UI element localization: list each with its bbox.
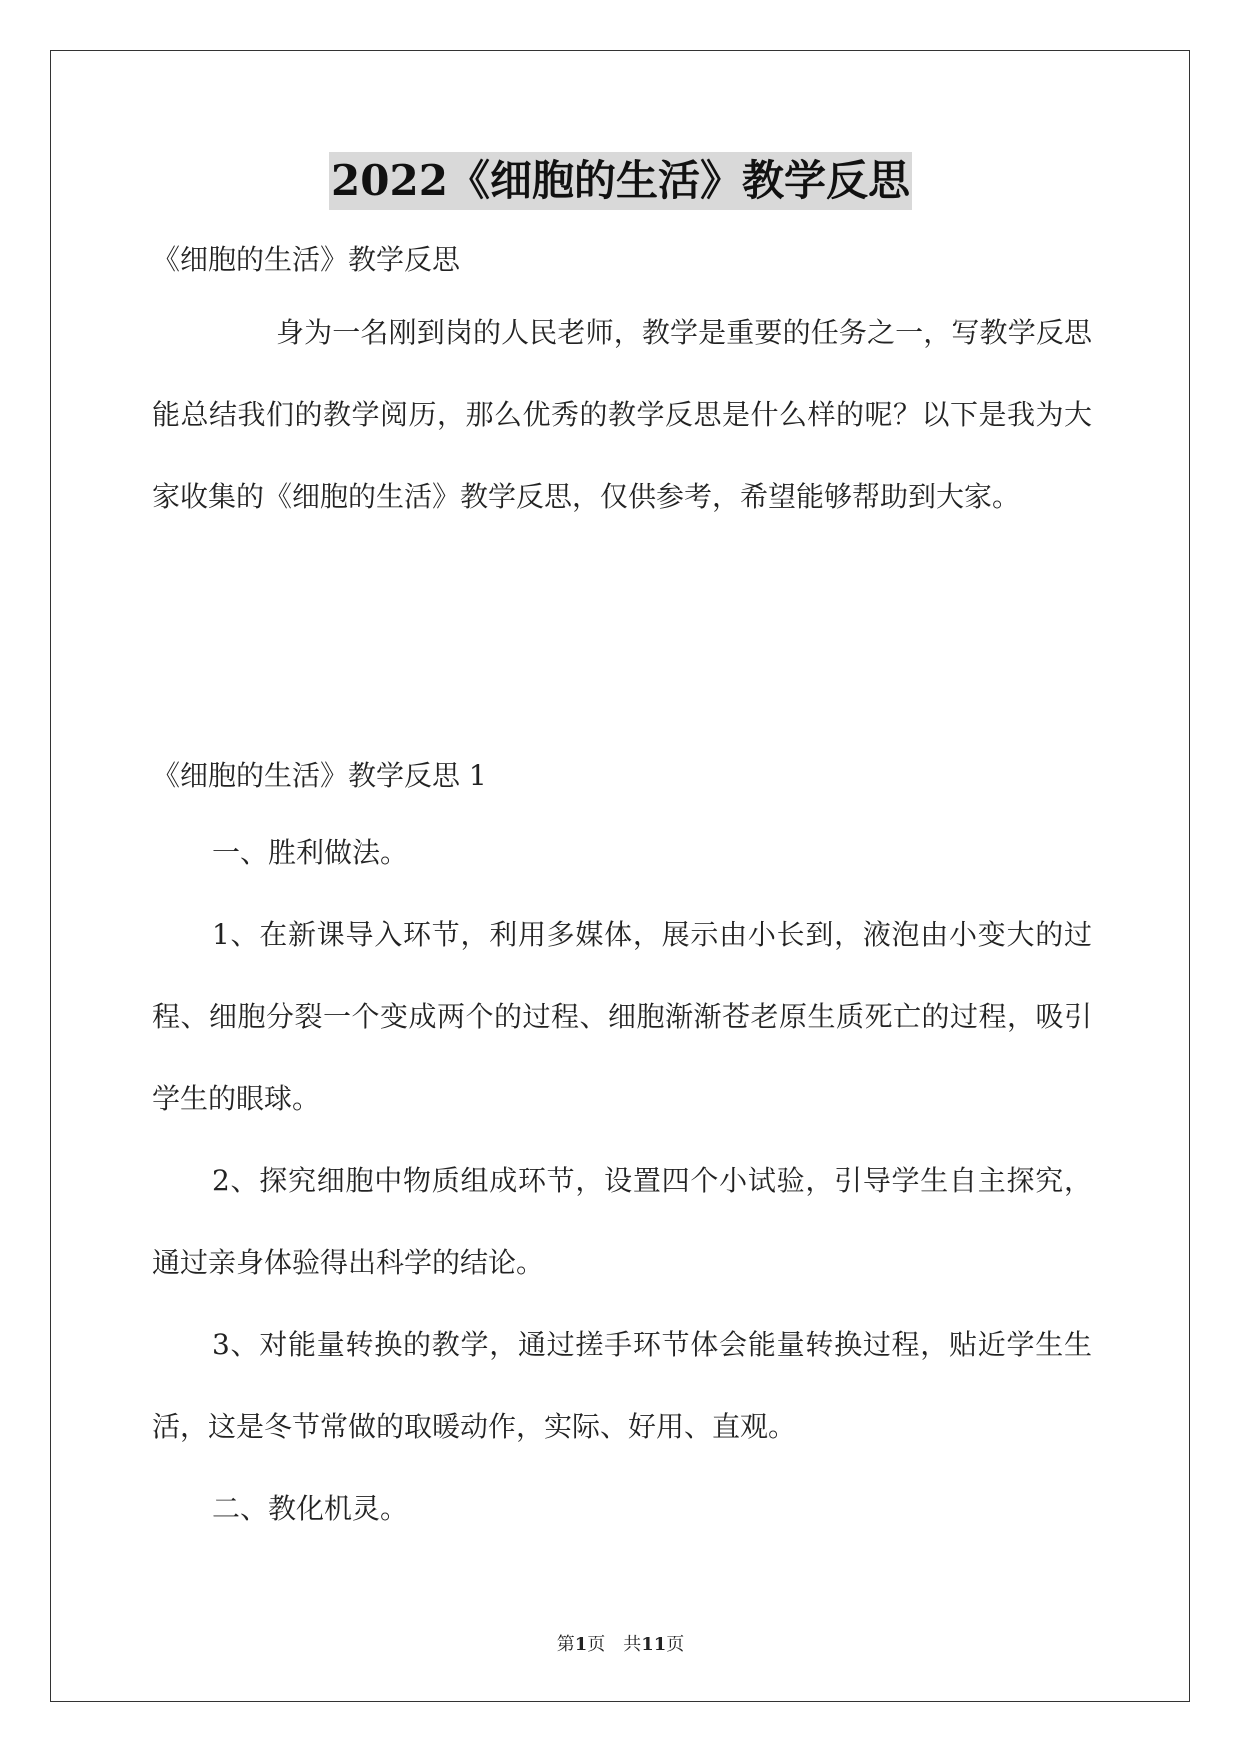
document-title: 2022《细胞的生活》教学反思	[329, 152, 912, 210]
document-subtitle: 《细胞的生活》教学反思	[152, 243, 461, 276]
page-footer	[0, 1630, 1241, 1656]
footer-page-number: 1	[574, 1634, 588, 1655]
footer-page-suffix: 页	[666, 1634, 685, 1655]
list-item: 1、在新课导入环节，利用多媒体，展示由小长到，液泡由小变大的过程、细胞分裂一个变成两个的过程、细胞渐渐苍老原生质死亡的过程，吸引学生的眼球。	[152, 918, 1092, 1115]
list-item: 二、教化机灵。	[212, 1492, 409, 1525]
intro-paragraph: 身为一名刚到岗的人民老师，教学是重要的任务之一，写教学反思能总结我们的教学阅历，那么优秀的教学反思是什么样的呢？以下是我为大家收集的《细胞的生活》教学反思，仅供参考，希望能够帮助到大家。	[152, 316, 1092, 513]
title-container	[0, 152, 1241, 210]
footer-total-pages: 11	[641, 1634, 667, 1655]
section-heading: 《细胞的生活》教学反思 1	[152, 759, 487, 792]
list-item: 2、探究细胞中物质组成环节，设置四个小试验，引导学生自主探究，通过亲身体验得出科学的结论。	[152, 1164, 1092, 1279]
footer-page-prefix: 第	[556, 1634, 575, 1655]
list-item: 3、对能量转换的教学，通过搓手环节体会能量转换过程，贴近学生生活，这是冬节常做的取暖动作，实际、好用、直观。	[152, 1328, 1092, 1443]
footer-page-mid: 页 共	[587, 1634, 642, 1655]
list-item: 一、胜利做法。	[212, 836, 409, 869]
